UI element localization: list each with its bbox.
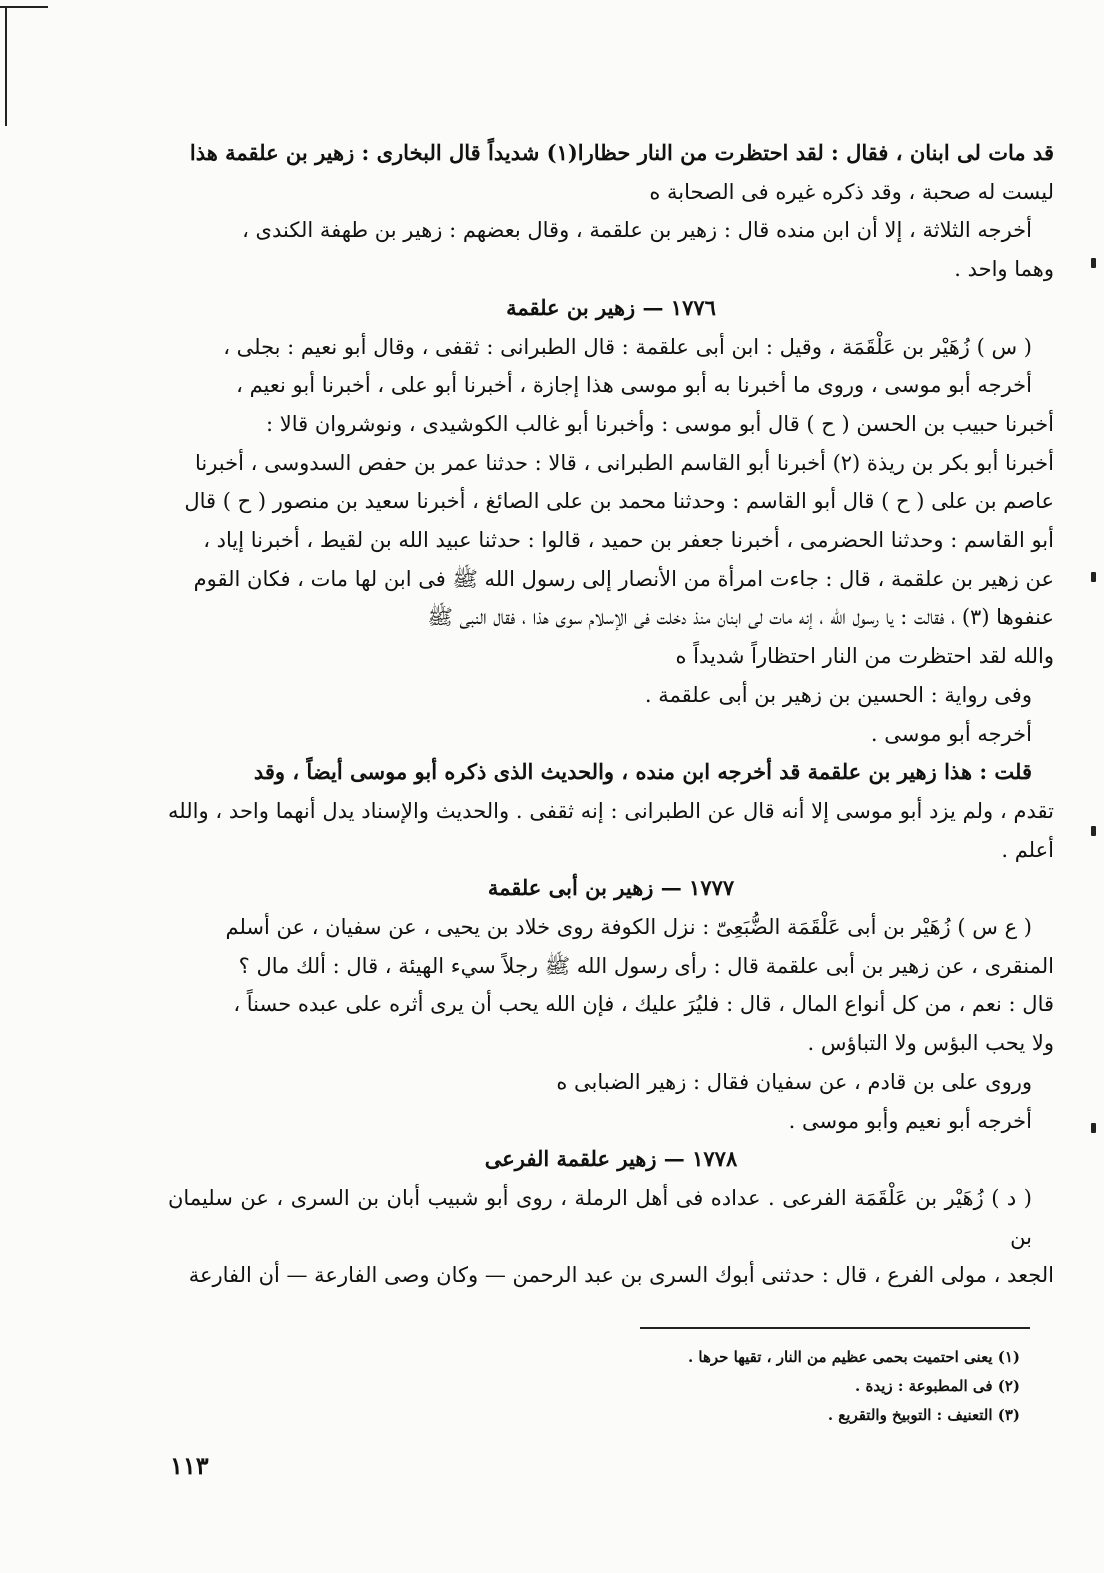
text-line: تقدم ، ولم يزد أبو موسى إلا أنه قال عن الطبرانى : إنه ثقفى . والحديث والإسناد يدل أنهما واحد ، والله أعلم . bbox=[168, 798, 1054, 862]
text-line: أخرجه الثلاثة ، إلا أن ابن منده قال : زهير بن علقمة ، وقال بعضهم : زهير بن طهفة الكندى ، bbox=[242, 218, 1032, 243]
text-line: ولا يحب البؤس ولا التباؤس . bbox=[807, 1031, 1054, 1056]
text-line: أخرجه أبو موسى . bbox=[870, 721, 1032, 746]
footnotes bbox=[600, 1343, 1020, 1430]
scan-edge-mark bbox=[1091, 826, 1096, 836]
entry-heading: ١٧٧٧ — زهير بن أبى علقمة bbox=[487, 875, 735, 901]
text-line: عنفوها (٣) ، فقالت : يا رسول الله ، إنه مات لى ابنان منذ دخلت فى الإسلام سوى هذا ، فقال النبى ﷺ bbox=[427, 605, 1054, 630]
scan-edge-mark bbox=[1091, 258, 1096, 268]
text-line: قد مات لى ابنان ، فقال : لقد احتظرت من النار حظارا(١) شديداً قال البخارى : زهير بن علقمة هذا bbox=[189, 140, 1054, 165]
body-text bbox=[168, 134, 1054, 1295]
entry-heading: ١٧٧٨ — زهير علقمة الفرعى bbox=[484, 1146, 738, 1172]
footnote-1: (١) يعنى احتميت بحمى عظيم من النار ، تقيها حرها . bbox=[687, 1348, 1020, 1366]
footnote-3: (٣) التعنيف : التوبيخ والتقريع . bbox=[827, 1406, 1020, 1424]
text-line: وفى رواية : الحسين بن زهير بن أبى علقمة . bbox=[644, 682, 1032, 707]
text-line: ( د ) زُهَيْر بن عَلْقَمَة الفرعى . عداده فى أهل الرملة ، روى أبو شبيب أبان بن السرى ، عن سليمان بن bbox=[168, 1185, 1032, 1249]
text-line: المنقرى ، عن زهير بن أبى علقمة قال : رأى رسول الله ﷺ رجلاً سيء الهيئة ، قال : ألك مال ؟ bbox=[238, 953, 1054, 978]
text-line: وهما واحد . bbox=[954, 257, 1054, 282]
text-line: ليست له صحبة ، وقد ذكره غيره فى الصحابة ه bbox=[649, 179, 1054, 204]
text-line: وروى على بن قادم ، عن سفيان فقال : زهير الضبابى ه bbox=[556, 1069, 1032, 1094]
text-line: والله لقد احتظرت من النار احتظاراً شديداً ه bbox=[675, 644, 1054, 669]
text-line: عن زهير بن علقمة ، قال : جاءت امرأة من الأنصار إلى رسول الله ﷺ فى ابن لها مات ، فكان القوم bbox=[193, 566, 1054, 591]
text-line: أخرجه أبو نعيم وأبو موسى . bbox=[788, 1108, 1032, 1133]
text-line: ( ع س ) زُهَيْر بن أبى عَلْقَمَة الضُّبَعِىّ : نزل الكوفة روى خلاد بن يحيى ، عن سفيان ، عن أسلم bbox=[225, 915, 1032, 940]
entry-heading: ١٧٧٦ — زهير بن علقمة bbox=[506, 294, 716, 320]
scan-corner-mark bbox=[0, 6, 48, 8]
scan-edge-mark bbox=[1091, 572, 1096, 582]
text-line: ( س ) زُهَيْر بن عَلْقَمَة ، وقيل : ابن أبى علقمة : قال الطبرانى : ثقفى ، وقال أبو نعيم : بجلى ، bbox=[223, 334, 1032, 359]
page-number: ١١٣ bbox=[170, 1451, 209, 1480]
text-line: الجعد ، مولى الفرع ، قال : حدثنى أبوك السرى بن عبد الرحمن — وكان وصى الفارعة — أن الفارعة bbox=[188, 1263, 1054, 1288]
scan-corner-mark bbox=[5, 6, 7, 126]
text-line: قلت : هذا زهير بن علقمة قد أخرجه ابن منده ، والحديث الذى ذكره أبو موسى أيضاً ، وقد bbox=[253, 759, 1032, 785]
footnote-2: (٢) فى المطبوعة : زيدة . bbox=[855, 1377, 1020, 1395]
text-line: عاصم بن على ( ح ) قال أبو القاسم : وحدثنا محمد بن على الصائغ ، أخبرنا سعيد بن منصور ( ح ) قال bbox=[184, 489, 1054, 514]
text-line: أخبرنا حبيب بن الحسن ( ح ) قال أبو موسى : وأخبرنا أبو غالب الكوشيدى ، ونوشروان قالا : bbox=[266, 411, 1054, 436]
footnote-divider bbox=[640, 1327, 1030, 1329]
text-line: أخبرنا أبو بكر بن ريذة (٢) أخبرنا أبو القاسم الطبرانى ، قالا : حدثنا عمر بن حفص السدوسى ، أخبرنا bbox=[194, 450, 1054, 475]
text-line: أبو القاسم : وحدثنا الحضرمى ، أخبرنا جعفر بن حميد ، قالوا : حدثنا عبيد الله بن لقيط ، أخبرنا إياد ، bbox=[203, 528, 1054, 553]
text-line: أخرجه أبو موسى ، وروى ما أخبرنا به أبو موسى هذا إجازة ، أخبرنا أبو على ، أخبرنا أبو نعيم ، bbox=[236, 373, 1032, 398]
text-line: قال : نعم ، من كل أنواع المال ، قال : فليُرَ عليك ، فإن الله يحب أن يرى أثره على عبده حسناً ، bbox=[233, 992, 1054, 1017]
scan-edge-mark bbox=[1091, 1123, 1096, 1133]
